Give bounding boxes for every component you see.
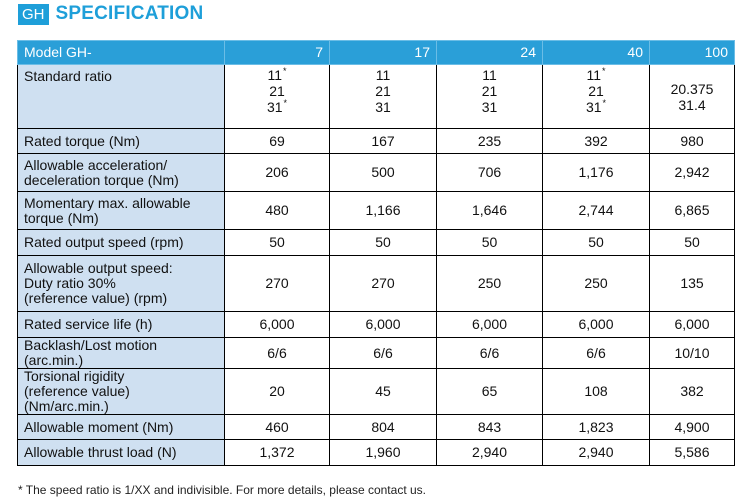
row-label <box>18 369 225 415</box>
value-cell: 1,372 <box>225 440 330 466</box>
ratio-number: 31 <box>375 99 391 115</box>
value-cell: 1,960 <box>330 440 437 466</box>
value-cell: 382 <box>650 369 735 415</box>
ratio-number: 31 <box>266 99 283 115</box>
value-cell: 1,176 <box>543 154 650 192</box>
asterisk-mark: * <box>283 98 288 108</box>
row-label-line: Duty ratio 30% <box>24 275 116 291</box>
value-cell: 843 <box>437 415 543 440</box>
value-cell: 167 <box>330 129 437 154</box>
ratio-value <box>231 67 323 83</box>
row-label <box>18 230 225 256</box>
ratio-number: 11 <box>482 67 497 83</box>
value-cell: 270 <box>330 256 437 312</box>
value-cell: 500 <box>330 154 437 192</box>
row-label <box>18 338 225 369</box>
header-model: Model GH- <box>18 41 225 65</box>
ratio-number: 31 <box>481 99 498 115</box>
ratio-cell <box>650 65 735 129</box>
row-label-line: Allowable acceleration/ <box>24 156 168 173</box>
value-cell: 235 <box>437 129 543 154</box>
row-label-line: Torsional rigidity <box>24 368 125 384</box>
value-cell: 6,000 <box>650 312 735 338</box>
value-cell: 6,000 <box>330 312 437 338</box>
table-header-row <box>18 41 735 65</box>
row-label-line: Rated output speed (rpm) <box>24 234 184 250</box>
value-cell: 6/6 <box>225 338 330 369</box>
value-cell: 206 <box>225 154 330 192</box>
value-cell: 50 <box>650 230 735 256</box>
ratio-value <box>656 97 728 113</box>
value-cell: 6,000 <box>437 312 543 338</box>
ratio-value <box>549 67 643 83</box>
value-cell: 270 <box>225 256 330 312</box>
value-cell: 6/6 <box>330 338 437 369</box>
ratio-value <box>443 67 536 83</box>
table-row <box>18 312 735 338</box>
value-cell: 1,646 <box>437 192 543 230</box>
table-row <box>18 154 735 192</box>
value-cell: 50 <box>543 230 650 256</box>
ratio-value <box>231 83 323 99</box>
header-gh-7: 7 <box>225 41 330 65</box>
row-label-line: deceleration torque (Nm) <box>24 171 179 188</box>
row-label-line: Allowable output speed: <box>24 260 173 276</box>
value-cell: 6/6 <box>437 338 543 369</box>
ratio-value <box>443 99 536 115</box>
value-cell: 980 <box>650 129 735 154</box>
table-row <box>18 338 735 369</box>
value-cell: 250 <box>543 256 650 312</box>
value-cell: 1,166 <box>330 192 437 230</box>
value-cell: 706 <box>437 154 543 192</box>
ratio-number: 31 <box>585 99 602 115</box>
table-row <box>18 415 735 440</box>
header-gh-24: 24 <box>437 41 543 65</box>
ratio-value <box>336 99 430 115</box>
value-cell: 6,000 <box>543 312 650 338</box>
value-cell: 460 <box>225 415 330 440</box>
value-cell: 20 <box>225 369 330 415</box>
ratio-cell <box>437 65 543 129</box>
value-cell: 2,940 <box>437 440 543 466</box>
row-label-line: Backlash/Lost motion (arc.min.) <box>24 337 158 368</box>
ratio-number: 11 <box>586 67 602 83</box>
value-cell: 480 <box>225 192 330 230</box>
row-label <box>18 192 225 230</box>
ratio-number: 31.4 <box>678 96 706 113</box>
value-cell: 45 <box>330 369 437 415</box>
value-cell: 1,823 <box>543 415 650 440</box>
row-label-line: Allowable thrust load (N) <box>24 444 177 460</box>
ratio-value <box>443 83 536 99</box>
table-row <box>18 192 735 230</box>
value-cell: 6/6 <box>543 338 650 369</box>
value-cell: 5,586 <box>650 440 735 466</box>
row-label <box>18 154 225 192</box>
header-gh-100: 100 <box>650 41 735 65</box>
asterisk-mark: * <box>602 98 607 108</box>
spec-table <box>17 40 735 466</box>
ratio-number: 21 <box>588 83 604 99</box>
footnote: * The speed ratio is 1/XX and indivisible. For more details, please contact us. <box>18 483 426 497</box>
row-label-line: Rated torque (Nm) <box>24 132 140 149</box>
row-label-line: torque (Nm) <box>24 209 99 226</box>
value-cell: 804 <box>330 415 437 440</box>
spec-table-body <box>18 65 735 466</box>
value-cell: 4,900 <box>650 415 735 440</box>
row-label-line: Momentary max. allowable <box>24 194 191 211</box>
value-cell: 108 <box>543 369 650 415</box>
table-row <box>18 230 735 256</box>
ratio-value <box>336 67 430 83</box>
spec-heading <box>18 1 203 27</box>
row-label-line: Rated service life (h) <box>24 316 153 332</box>
table-row <box>18 65 735 129</box>
ratio-number: 11 <box>375 67 391 83</box>
ratio-number: 11 <box>267 67 283 83</box>
ratio-number: 21 <box>375 83 391 99</box>
row-label <box>18 129 225 154</box>
value-cell: 69 <box>225 129 330 154</box>
ratio-value <box>336 83 430 99</box>
value-cell: 65 <box>437 369 543 415</box>
value-cell: 135 <box>650 256 735 312</box>
value-cell: 50 <box>330 230 437 256</box>
row-label <box>18 440 225 466</box>
header-gh-40: 40 <box>543 41 650 65</box>
table-row <box>18 440 735 466</box>
value-cell: 6,000 <box>225 312 330 338</box>
value-cell: 2,942 <box>650 154 735 192</box>
value-cell: 250 <box>437 256 543 312</box>
ratio-value <box>656 81 728 97</box>
ratio-value <box>549 83 643 99</box>
ratio-value <box>231 99 323 115</box>
value-cell: 6,865 <box>650 192 735 230</box>
value-cell: 2,940 <box>543 440 650 466</box>
row-label <box>18 256 225 312</box>
row-label <box>18 312 225 338</box>
ratio-number: 21 <box>481 83 498 99</box>
value-cell: 392 <box>543 129 650 154</box>
value-cell: 50 <box>225 230 330 256</box>
table-row <box>18 369 735 415</box>
header-gh-17: 17 <box>330 41 437 65</box>
spec-title: SPECIFICATION <box>55 3 204 24</box>
ratio-cell <box>330 65 437 129</box>
ratio-cell <box>543 65 650 129</box>
ratio-number: 20.375 <box>670 80 714 97</box>
ratio-cell <box>225 65 330 129</box>
row-label-line: (reference value) (Nm/arc.min.) <box>24 383 130 414</box>
value-cell: 50 <box>437 230 543 256</box>
row-label: Standard ratio <box>18 65 225 129</box>
value-cell: 10/10 <box>650 338 735 369</box>
row-label-line: Allowable moment (Nm) <box>24 418 174 435</box>
ratio-number: 21 <box>269 83 285 99</box>
ratio-value <box>549 99 643 115</box>
row-label-line: (reference value) (rpm) <box>24 290 168 306</box>
value-cell: 2,744 <box>543 192 650 230</box>
asterisk-mark: * <box>602 66 606 76</box>
asterisk-mark: * <box>283 66 287 76</box>
table-row <box>18 129 735 154</box>
gh-badge: GH <box>18 4 49 25</box>
table-row <box>18 256 735 312</box>
row-label <box>18 415 225 440</box>
